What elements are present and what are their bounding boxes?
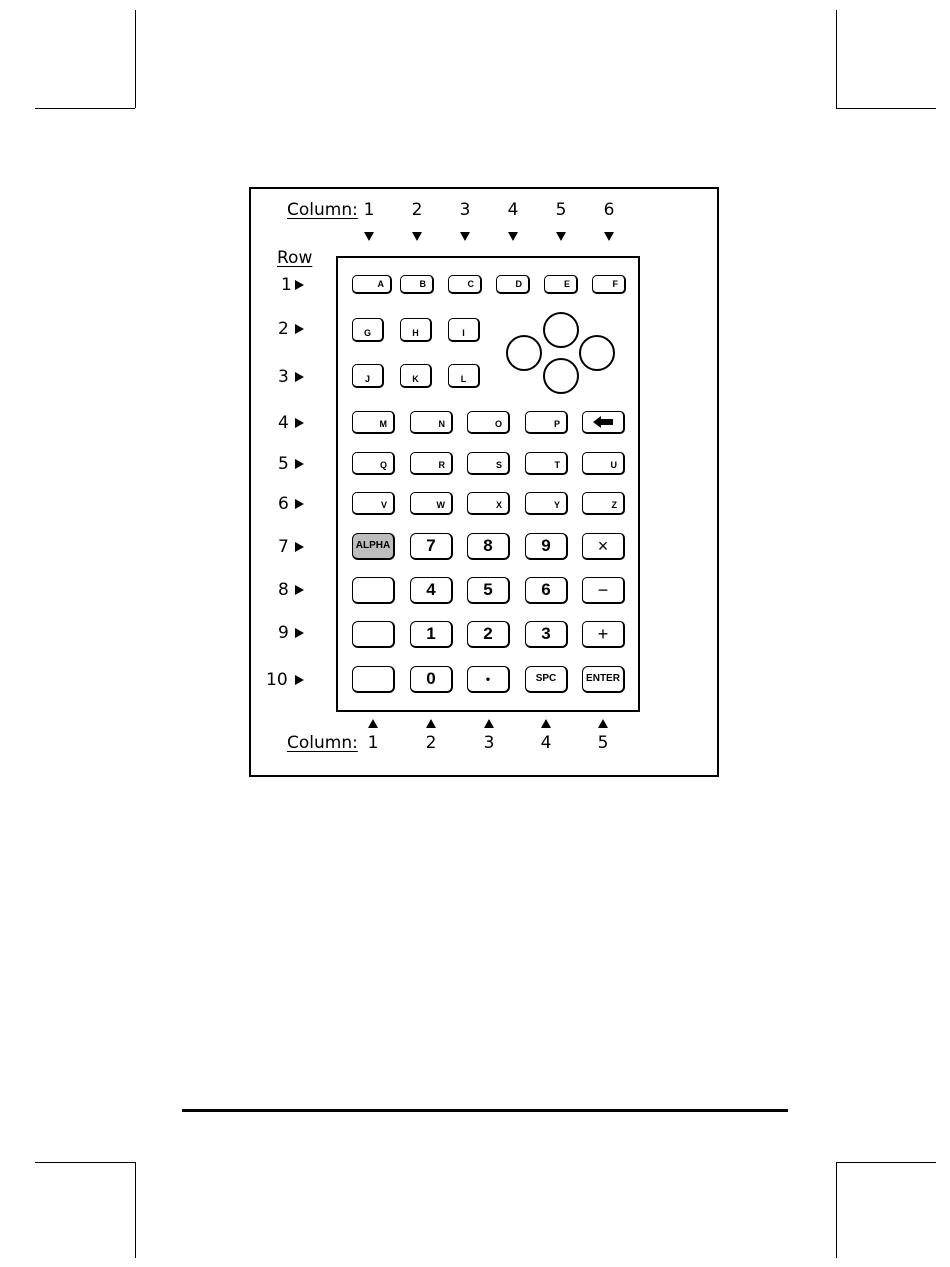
key-b[interactable]: B — [400, 275, 434, 294]
key-u[interactable]: U — [582, 452, 625, 475]
row-number-1: 1 — [281, 275, 292, 295]
crop-mark — [135, 10, 136, 108]
plus-key[interactable]: + — [582, 621, 625, 648]
key-3[interactable]: 3 — [525, 621, 568, 648]
key-c[interactable]: C — [448, 275, 482, 294]
right-arrow-icon — [295, 585, 304, 595]
right-arrow-icon — [295, 542, 304, 552]
space-key[interactable]: SPC — [525, 666, 568, 693]
key-i[interactable]: I — [448, 318, 480, 342]
column-number-3: 3 — [459, 200, 471, 220]
row-number-3: 3 — [278, 367, 289, 387]
footer-column-number-4: 4 — [540, 733, 552, 753]
key-n[interactable]: N — [410, 411, 453, 434]
key-p[interactable]: P — [525, 411, 568, 434]
key-6[interactable]: 6 — [525, 577, 568, 604]
key-s[interactable]: S — [467, 452, 510, 475]
row-number-10: 10 — [266, 670, 288, 690]
left-arrow-key[interactable] — [506, 335, 542, 371]
row-number-6: 6 — [278, 494, 289, 514]
up-arrow-key[interactable] — [543, 312, 579, 348]
key-8[interactable]: 8 — [467, 533, 510, 560]
enter-key[interactable]: ENTER — [582, 666, 625, 693]
row-number-5: 5 — [278, 454, 289, 474]
right-arrow-icon — [295, 499, 304, 509]
column-number-2: 2 — [411, 200, 423, 220]
key-7[interactable]: 7 — [410, 533, 453, 560]
key-y[interactable]: Y — [525, 492, 568, 515]
right-arrow-icon — [295, 459, 304, 469]
multiply-key[interactable]: × — [582, 533, 625, 560]
right-arrow-icon — [295, 372, 304, 382]
down-arrow-icon — [364, 232, 374, 241]
footer-rule — [182, 1109, 788, 1112]
key-m[interactable]: M — [352, 411, 395, 434]
crop-mark — [135, 1162, 136, 1258]
key-t[interactable]: T — [525, 452, 568, 475]
right-arrow-icon — [295, 280, 304, 290]
key-0[interactable]: 0 — [410, 666, 453, 693]
key-g[interactable]: G — [352, 318, 384, 342]
footer-column-number-3: 3 — [483, 733, 495, 753]
backspace-arrow-icon — [593, 416, 613, 428]
right-arrow-icon — [295, 675, 304, 685]
row-header-label: Row — [277, 248, 313, 268]
column-footer-label: Column: — [287, 733, 358, 753]
blank-key-row9[interactable] — [352, 621, 395, 648]
column-number-4: 4 — [507, 200, 519, 220]
key-r[interactable]: R — [410, 452, 453, 475]
row-number-9: 9 — [278, 623, 289, 643]
key-j[interactable]: J — [352, 364, 384, 388]
backspace-key[interactable] — [582, 411, 625, 434]
row-number-2: 2 — [278, 319, 289, 339]
key-d[interactable]: D — [496, 275, 530, 294]
key-1[interactable]: 1 — [410, 621, 453, 648]
crop-mark — [836, 1162, 936, 1163]
blank-key-row8[interactable] — [352, 577, 395, 604]
arrow-pad-icon — [506, 312, 616, 396]
key-5[interactable]: 5 — [467, 577, 510, 604]
column-number-1: 1 — [363, 200, 375, 220]
key-q[interactable]: Q — [352, 452, 395, 475]
up-arrow-icon — [598, 719, 608, 728]
key-e[interactable]: E — [544, 275, 578, 294]
key-9[interactable]: 9 — [525, 533, 568, 560]
up-arrow-icon — [368, 719, 378, 728]
column-number-6: 6 — [603, 200, 615, 220]
up-arrow-icon — [484, 719, 494, 728]
key-k[interactable]: K — [400, 364, 432, 388]
right-arrow-icon — [295, 324, 304, 334]
down-arrow-icon — [556, 232, 566, 241]
key-x[interactable]: X — [467, 492, 510, 515]
footer-column-number-1: 1 — [367, 733, 379, 753]
key-z[interactable]: Z — [582, 492, 625, 515]
down-arrow-icon — [508, 232, 518, 241]
down-arrow-icon — [412, 232, 422, 241]
row-number-8: 8 — [278, 580, 289, 600]
key-l[interactable]: L — [448, 364, 480, 388]
key-h[interactable]: H — [400, 318, 432, 342]
minus-key[interactable]: − — [582, 577, 625, 604]
key-v[interactable]: V — [352, 492, 395, 515]
right-arrow-key[interactable] — [579, 335, 615, 371]
crop-mark — [35, 108, 135, 109]
footer-column-number-5: 5 — [597, 733, 609, 753]
alpha-key[interactable]: ALPHA — [352, 533, 395, 560]
down-arrow-icon — [604, 232, 614, 241]
key-w[interactable]: W — [410, 492, 453, 515]
column-number-5: 5 — [555, 200, 567, 220]
key-4[interactable]: 4 — [410, 577, 453, 604]
up-arrow-icon — [426, 719, 436, 728]
down-arrow-icon — [460, 232, 470, 241]
down-arrow-key[interactable] — [543, 358, 579, 394]
crop-mark — [836, 1162, 837, 1258]
key-o[interactable]: O — [467, 411, 510, 434]
key-a[interactable]: A — [352, 275, 392, 294]
crop-mark — [35, 1162, 135, 1163]
right-arrow-icon — [295, 418, 304, 428]
right-arrow-icon — [295, 628, 304, 638]
decimal-point-key[interactable]: • — [467, 666, 510, 693]
up-arrow-icon — [541, 719, 551, 728]
column-header-label: Column: — [287, 200, 358, 220]
crop-mark — [836, 10, 837, 108]
blank-key-row10[interactable] — [352, 666, 395, 693]
row-number-7: 7 — [278, 537, 289, 557]
row-number-4: 4 — [278, 413, 289, 433]
key-2[interactable]: 2 — [467, 621, 510, 648]
crop-mark — [836, 108, 936, 109]
key-f[interactable]: F — [592, 275, 626, 294]
footer-column-number-2: 2 — [425, 733, 437, 753]
